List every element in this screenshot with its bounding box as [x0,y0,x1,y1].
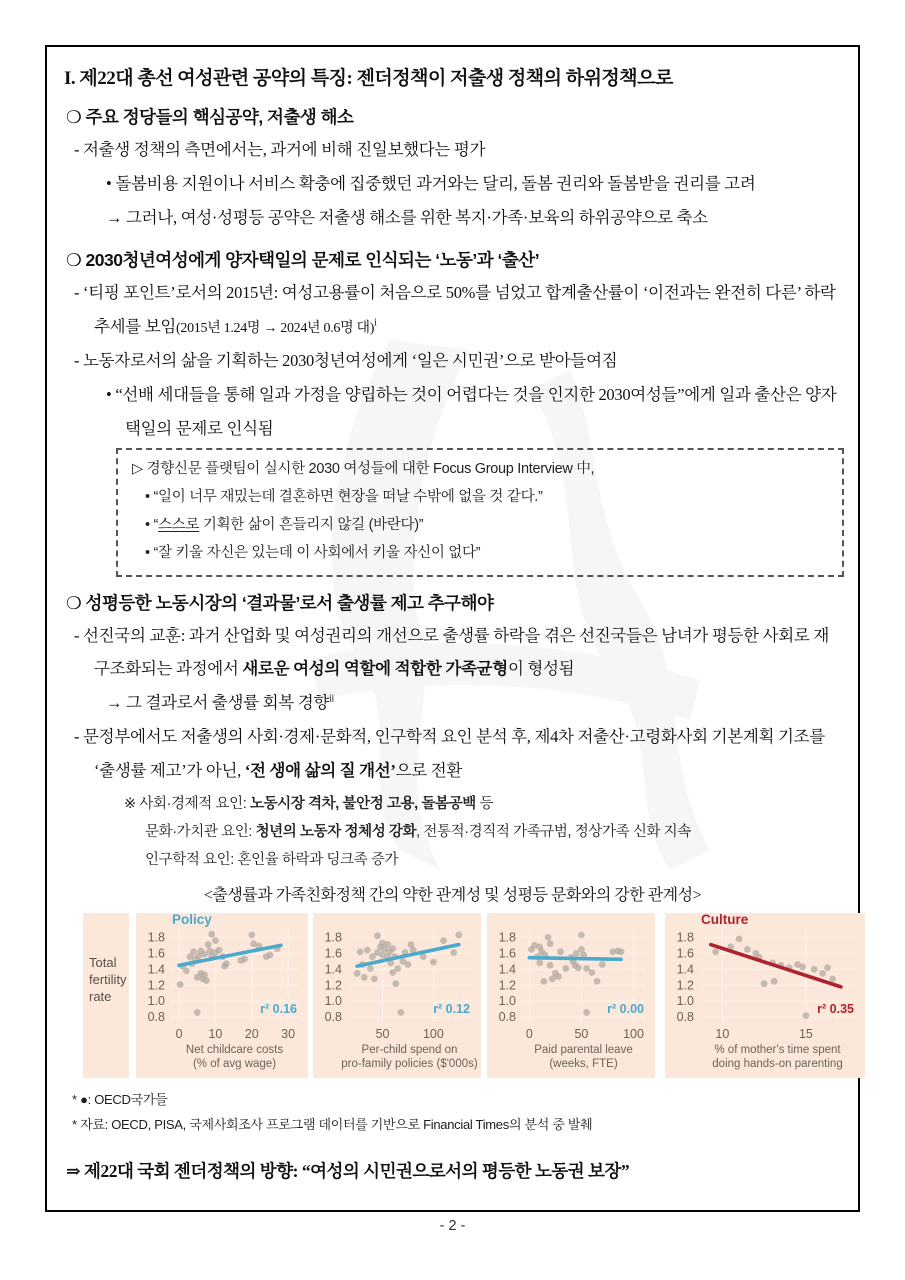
section-3-heading: ❍ 성평등한 노동시장의 ‘결과물’로서 출생률 제고 추구해야 [66,592,494,613]
scatter-panel-mothers-time [665,913,865,1078]
svg-text:doing hands-on parenting: doing hands-on parenting [712,1058,843,1071]
section-3-line-1: - 선진국의 교훈: 과거 산업화 및 여성권리의 개선으로 출생률 하락을 겪은 선진국들은 남녀가 평등한 사회로 재구조화되는 과정에서 새로운 여성의 역할에 적합한 가족균형이 형성됨 [74,625,829,679]
figure-caption: <출생률과 가족친화정책 간의 약한 관계성 및 성평등 문화와의 강한 관계성> [203,887,702,905]
document-border-frame [45,45,860,1212]
conclusion-statement: ⇒ 제22대 국회 젠더정책의 방향: “여성의 시민권으로서의 평등한 노동권 보장” [66,1160,630,1181]
svg-text:Per-child spend on: Per-child spend on [361,1044,458,1057]
svg-text:r² 0.00: r² 0.00 [607,1002,644,1017]
page-number: - 2 - [439,1218,466,1234]
scatter-figure [83,913,854,1078]
svg-text:0.8: 0.8 [324,1010,342,1025]
svg-text:15: 15 [798,1027,813,1042]
svg-text:r² 0.12: r² 0.12 [433,1002,470,1017]
interview-quote-box [116,448,844,577]
section-1-line-2: • 돌봄비용 지원이나 서비스 확충에 집중했던 과거와는 달리, 돌봄 권리와 돌봄받을 권리를 고려 [106,173,756,193]
svg-text:1.2: 1.2 [324,978,342,993]
scatter-panel-per-child-spend [313,913,481,1078]
svg-text:1.2: 1.2 [147,978,165,993]
svg-text:1.8: 1.8 [676,930,694,945]
svg-text:1.8: 1.8 [147,930,165,945]
svg-text:1.6: 1.6 [147,946,165,961]
svg-text:0.8: 0.8 [498,1010,516,1025]
svg-text:10: 10 [715,1027,730,1042]
figure-note-legend: * ●: OECD국가들 [72,1092,168,1108]
svg-text:1.8: 1.8 [498,930,516,945]
interview-box-header: ▷ 경향신문 플랫팀이 실시한 2030 여성들에 대한 Focus Group Interview 中, [132,460,595,477]
scatter-panel-childcare-costs [136,913,308,1078]
footnote-ref-ii: ii [329,693,334,705]
factor-notes [124,790,841,875]
svg-text:1.6: 1.6 [324,946,342,961]
svg-text:Net childcare costs: Net childcare costs [185,1044,284,1057]
section-1-line-3: → 그러나, 여성·성평등 공약은 저출생 해소를 위한 복지·가족·보육의 하위공약으로 축소 [106,207,708,227]
section-2-line-2: - 노동자로서의 삶을 기획하는 2030청년여성에게 ‘일은 시민권’으로 받아들여짐 [74,351,618,371]
scatter-panel-parental-leave [487,913,655,1078]
svg-text:1.0: 1.0 [498,994,516,1009]
section-3-line-2: → 그 결과로서 출생률 회복 경향$^{ii}$ [106,693,334,713]
svg-text:1.0: 1.0 [324,994,342,1009]
figure-notes [72,1088,841,1137]
svg-text:1.0: 1.0 [676,994,694,1009]
svg-text:1.2: 1.2 [676,978,694,993]
factor-cultural: 문화·가치관 요인: 청년의 노동자 정체성 강화, 전통적·경직적 가족규범, 정상가족 신화 지속 [145,823,691,840]
svg-text:% of mother's time spent: % of mother's time spent [714,1044,841,1057]
svg-text:1.4: 1.4 [676,962,694,977]
factor-socioeconomic: ※ 사회·경제적 요인: 노동시장 격차, 불안정 고용, 돌봄공백 등 [124,795,494,812]
svg-text:1.6: 1.6 [676,946,694,961]
svg-text:1.0: 1.0 [147,994,165,1009]
factor-demographic: 인구학적 요인: 혼인율 하락과 딩크족 증가 [145,852,399,869]
svg-text:1.8: 1.8 [324,930,342,945]
svg-text:1.6: 1.6 [498,946,516,961]
footnote-ref-paren: (2015년 1.24명 → 2024년 0.6명 대) [176,321,375,337]
svg-text:30: 30 [281,1027,296,1042]
svg-text:1.4: 1.4 [324,962,342,977]
svg-text:1.4: 1.4 [498,962,516,977]
svg-text:100: 100 [422,1027,444,1042]
section-2-line-3: • “선배 세대들을 통해 일과 가정을 양립하는 것이 어렵다는 것을 인지한 2030여성들”에게 일과 출산은 양자택일의 문제로 인식됨 [106,384,837,438]
interview-quote-3: • “잘 키울 자신은 있는데 이 사회에서 키울 자신이 없다” [145,545,481,562]
svg-text:(weeks, FTE): (weeks, FTE) [549,1058,618,1071]
interview-quote-1: • “일이 너무 재밌는데 결혼하면 현장을 떠날 수밖에 없을 것 같다.” [145,488,543,505]
section-3-line-3: - 문정부에서도 저출생의 사회·경제·문화적, 인구학적 요인 분석 후, 제4차 저출산·고령화사회 기본계획 기조를 ‘출생률 제고’가 아닌, ‘전 생애 삶의 질 개선’으로 전환 [74,727,825,780]
svg-text:50: 50 [574,1027,589,1042]
figure-y-axis-label: Total fertility rate [83,913,129,1078]
svg-text:1.2: 1.2 [498,978,516,993]
interview-quote-2: • “스스로 기획한 삶이 흔들리지 않길 (바란다)” [145,517,424,534]
page-title: I. 제22대 총선 여성관련 공약의 특징: 젠더정책이 저출생 정책의 하위정책으로 [64,68,673,89]
svg-text:Paid parental leave: Paid parental leave [534,1044,633,1057]
svg-text:Policy: Policy [172,913,212,928]
svg-text:0: 0 [525,1027,533,1042]
svg-text:0.8: 0.8 [676,1010,694,1025]
svg-text:1.4: 1.4 [147,962,165,977]
svg-text:Culture: Culture [701,913,749,928]
section-2-line-1: - ‘티핑 포인트’로서의 2015년: 여성고용률이 처음으로 50%를 넘었고 합계출산률이 ‘이전과는 완전히 다른’ 하락 추세를 보임(2015년 1.24명 → 2024년 0.6명 대)$^i$ [74,283,836,337]
svg-text:0.8: 0.8 [147,1010,165,1025]
figure-note-source: * 자료: OECD, PISA, 국제사회조사 프로그램 데이터를 기반으로 Financial Times의 분석 중 발췌 [72,1117,593,1133]
svg-text:100: 100 [623,1027,644,1042]
svg-text:r² 0.16: r² 0.16 [260,1002,297,1017]
svg-text:pro-family policies ($'000s): pro-family policies ($'000s) [341,1058,478,1071]
svg-text:0: 0 [175,1027,183,1042]
svg-text:20: 20 [244,1027,259,1042]
footnote-ref-i: i [374,317,377,329]
section-1-line-1: - 저출생 정책의 측면에서는, 과거에 비해 진일보했다는 평가 [74,140,486,159]
svg-text:10: 10 [208,1027,223,1042]
svg-text:r² 0.35: r² 0.35 [817,1002,854,1017]
section-2-heading: ❍ 2030청년여성에게 양자택일의 문제로 인식되는 ‘노동’과 ‘출산’ [66,250,540,271]
svg-text:50: 50 [375,1027,390,1042]
section-1-heading: ❍ 주요 정당들의 핵심공약, 저출생 해소 [66,107,354,127]
svg-text:(% of avg wage): (% of avg wage) [192,1058,277,1071]
